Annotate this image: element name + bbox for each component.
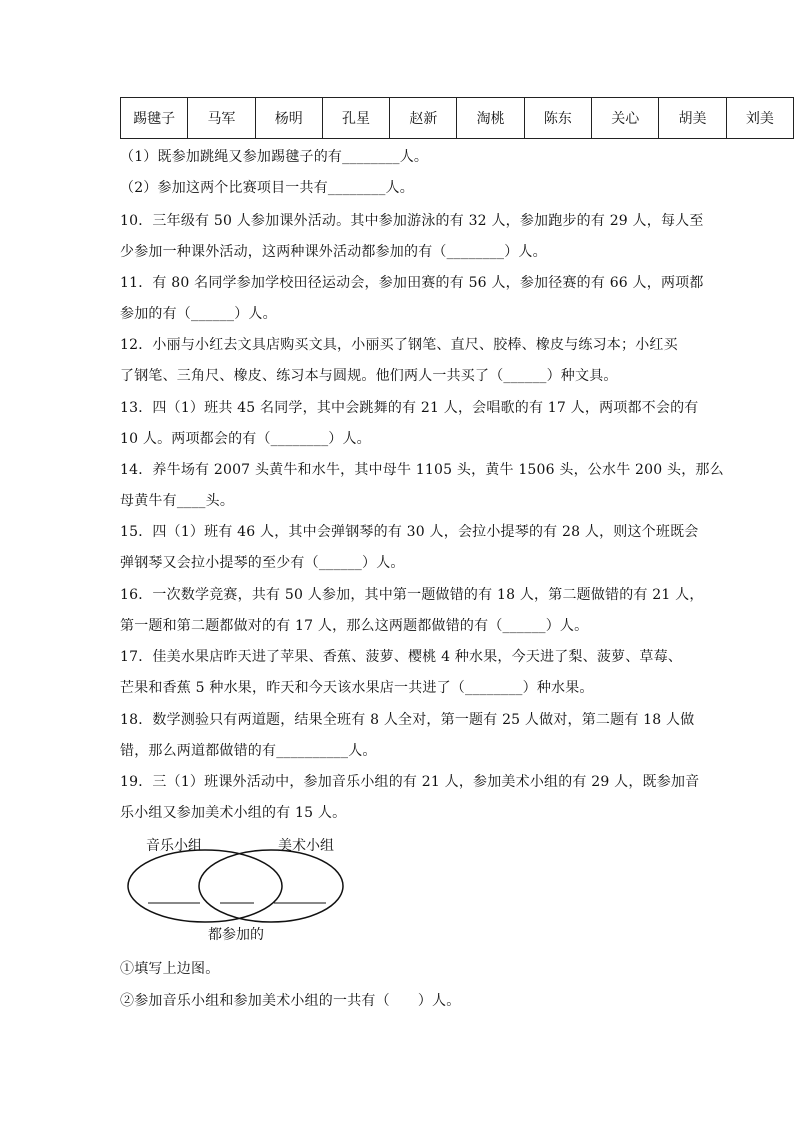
q16-line1: 16．一次数学竞赛，共有 50 人参加，其中第一题做错的有 18 人，第二题做错的有 21 人， xyxy=(120,587,704,603)
answer-blank[interactable]: ______ xyxy=(191,306,235,322)
table-cell: 胡美 xyxy=(659,98,726,139)
venn-label-both: 都参加的 xyxy=(208,927,264,943)
answer-blank[interactable]: ________ xyxy=(465,680,523,696)
q19-line1: 19．三（1）班课外活动中，参加音乐小组的有 21 人，参加美术小组的有 29 人，既参加音 xyxy=(120,774,700,790)
answer-blank[interactable]: ______ xyxy=(503,368,547,384)
venn-circle-art xyxy=(199,850,343,922)
q12-line1: 12．小丽与小红去文具店购买文具，小丽买了钢笔、直尺、胶棒、橡皮与练习本；小红买 xyxy=(120,337,678,353)
q9-part2: （2）参加这两个比赛项目一共有________人。 xyxy=(120,180,414,196)
venn-label-art: 美术小组 xyxy=(278,838,334,854)
table-cell: 关心 xyxy=(592,98,659,139)
table-cell: 杨明 xyxy=(255,98,322,139)
q12-line2: 了钢笔、三角尺、橡皮、练习本与圆规。他们两人一共买了（______）种文具。 xyxy=(120,368,618,384)
answer-blank[interactable]: ____ xyxy=(176,493,206,509)
answer-blank[interactable]: ______ xyxy=(502,618,546,634)
venn-diagram xyxy=(120,832,360,944)
names-table xyxy=(120,97,794,139)
table-cell: 刘美 xyxy=(726,98,793,139)
answer-blank[interactable]: ________ xyxy=(342,149,400,165)
answer-blank[interactable]: ________ xyxy=(270,431,329,447)
q11-line2: 参加的有（______）人。 xyxy=(120,306,277,322)
q10-line1: 10．三年级有 50 人参加课外活动。其中参加游泳的有 32 人，参加跑步的有 29 人，每人至 xyxy=(120,213,704,229)
q13-line1: 13．四（1）班共 45 名同学，其中会跳舞的有 21 人，会唱歌的有 17 人，两项都不会的有 xyxy=(120,400,699,416)
table-row xyxy=(121,98,794,139)
q17-line2: 芒果和香蕉 5 种水果，昨天和今天该水果店一共进了（________）种水果。 xyxy=(120,680,594,696)
table-cell: 孔星 xyxy=(322,98,389,139)
q11-line1: 11．有 80 名同学参加学校田径运动会，参加田赛的有 56 人，参加径赛的有 66 人，两项都 xyxy=(120,275,704,291)
answer-blank[interactable]: __________ xyxy=(276,743,349,759)
q13-line2: 10 人。两项都会的有（________）人。 xyxy=(120,431,371,447)
q19-instruction-1: ①填写上边图。 xyxy=(120,961,220,977)
venn-label-music: 音乐小组 xyxy=(146,838,202,854)
answer-blank[interactable]: ________ xyxy=(446,244,505,260)
q19-instruction-2: ②参加音乐小组和参加美术小组的一共有（ ）人。 xyxy=(120,993,461,1009)
table-cell: 淘桃 xyxy=(457,98,524,139)
q15-line2: 弹钢琴又会拉小提琴的至少有（______）人。 xyxy=(120,555,405,571)
q18-line2: 错，那么两道都做错的有__________人。 xyxy=(120,743,377,759)
q14-line2: 母黄牛有____头。 xyxy=(120,493,235,509)
q19-line2: 乐小组又参加美术小组的有 15 人。 xyxy=(120,805,347,821)
q14-line1: 14．养牛场有 2007 头黄牛和水牛，其中母牛 1105 头，黄牛 1506 头，公水牛 200 头，那么 xyxy=(120,462,724,478)
table-cell: 马军 xyxy=(188,98,255,139)
q10-line2: 少参加一种课外活动，这两种课外活动都参加的有（________）人。 xyxy=(120,244,547,260)
table-cell: 赵新 xyxy=(390,98,457,139)
table-cell: 踢毽子 xyxy=(121,98,188,139)
q16-line2: 第一题和第二题都做对的有 17 人，那么这两题都做错的有（______）人。 xyxy=(120,618,589,634)
table-cell: 陈东 xyxy=(524,98,591,139)
q18-line1: 18．数学测验只有两道题，结果全班有 8 人全对，第一题有 25 人做对，第二题有 18 人做 xyxy=(120,712,695,728)
answer-blank[interactable]: ________ xyxy=(327,180,386,196)
q15-line1: 15．四（1）班有 46 人，其中会弹钢琴的有 30 人，会拉小提琴的有 28 人，则这个班既会 xyxy=(120,524,699,540)
answer-blank[interactable]: ______ xyxy=(318,555,363,571)
q17-line1: 17．佳美水果店昨天进了苹果、香蕉、菠萝、樱桃 4 种水果，今天进了梨、菠萝、草莓、 xyxy=(120,649,683,665)
venn-circle-music xyxy=(128,850,282,922)
q9-part1: （1）既参加跳绳又参加踢毽子的有________人。 xyxy=(120,149,429,165)
